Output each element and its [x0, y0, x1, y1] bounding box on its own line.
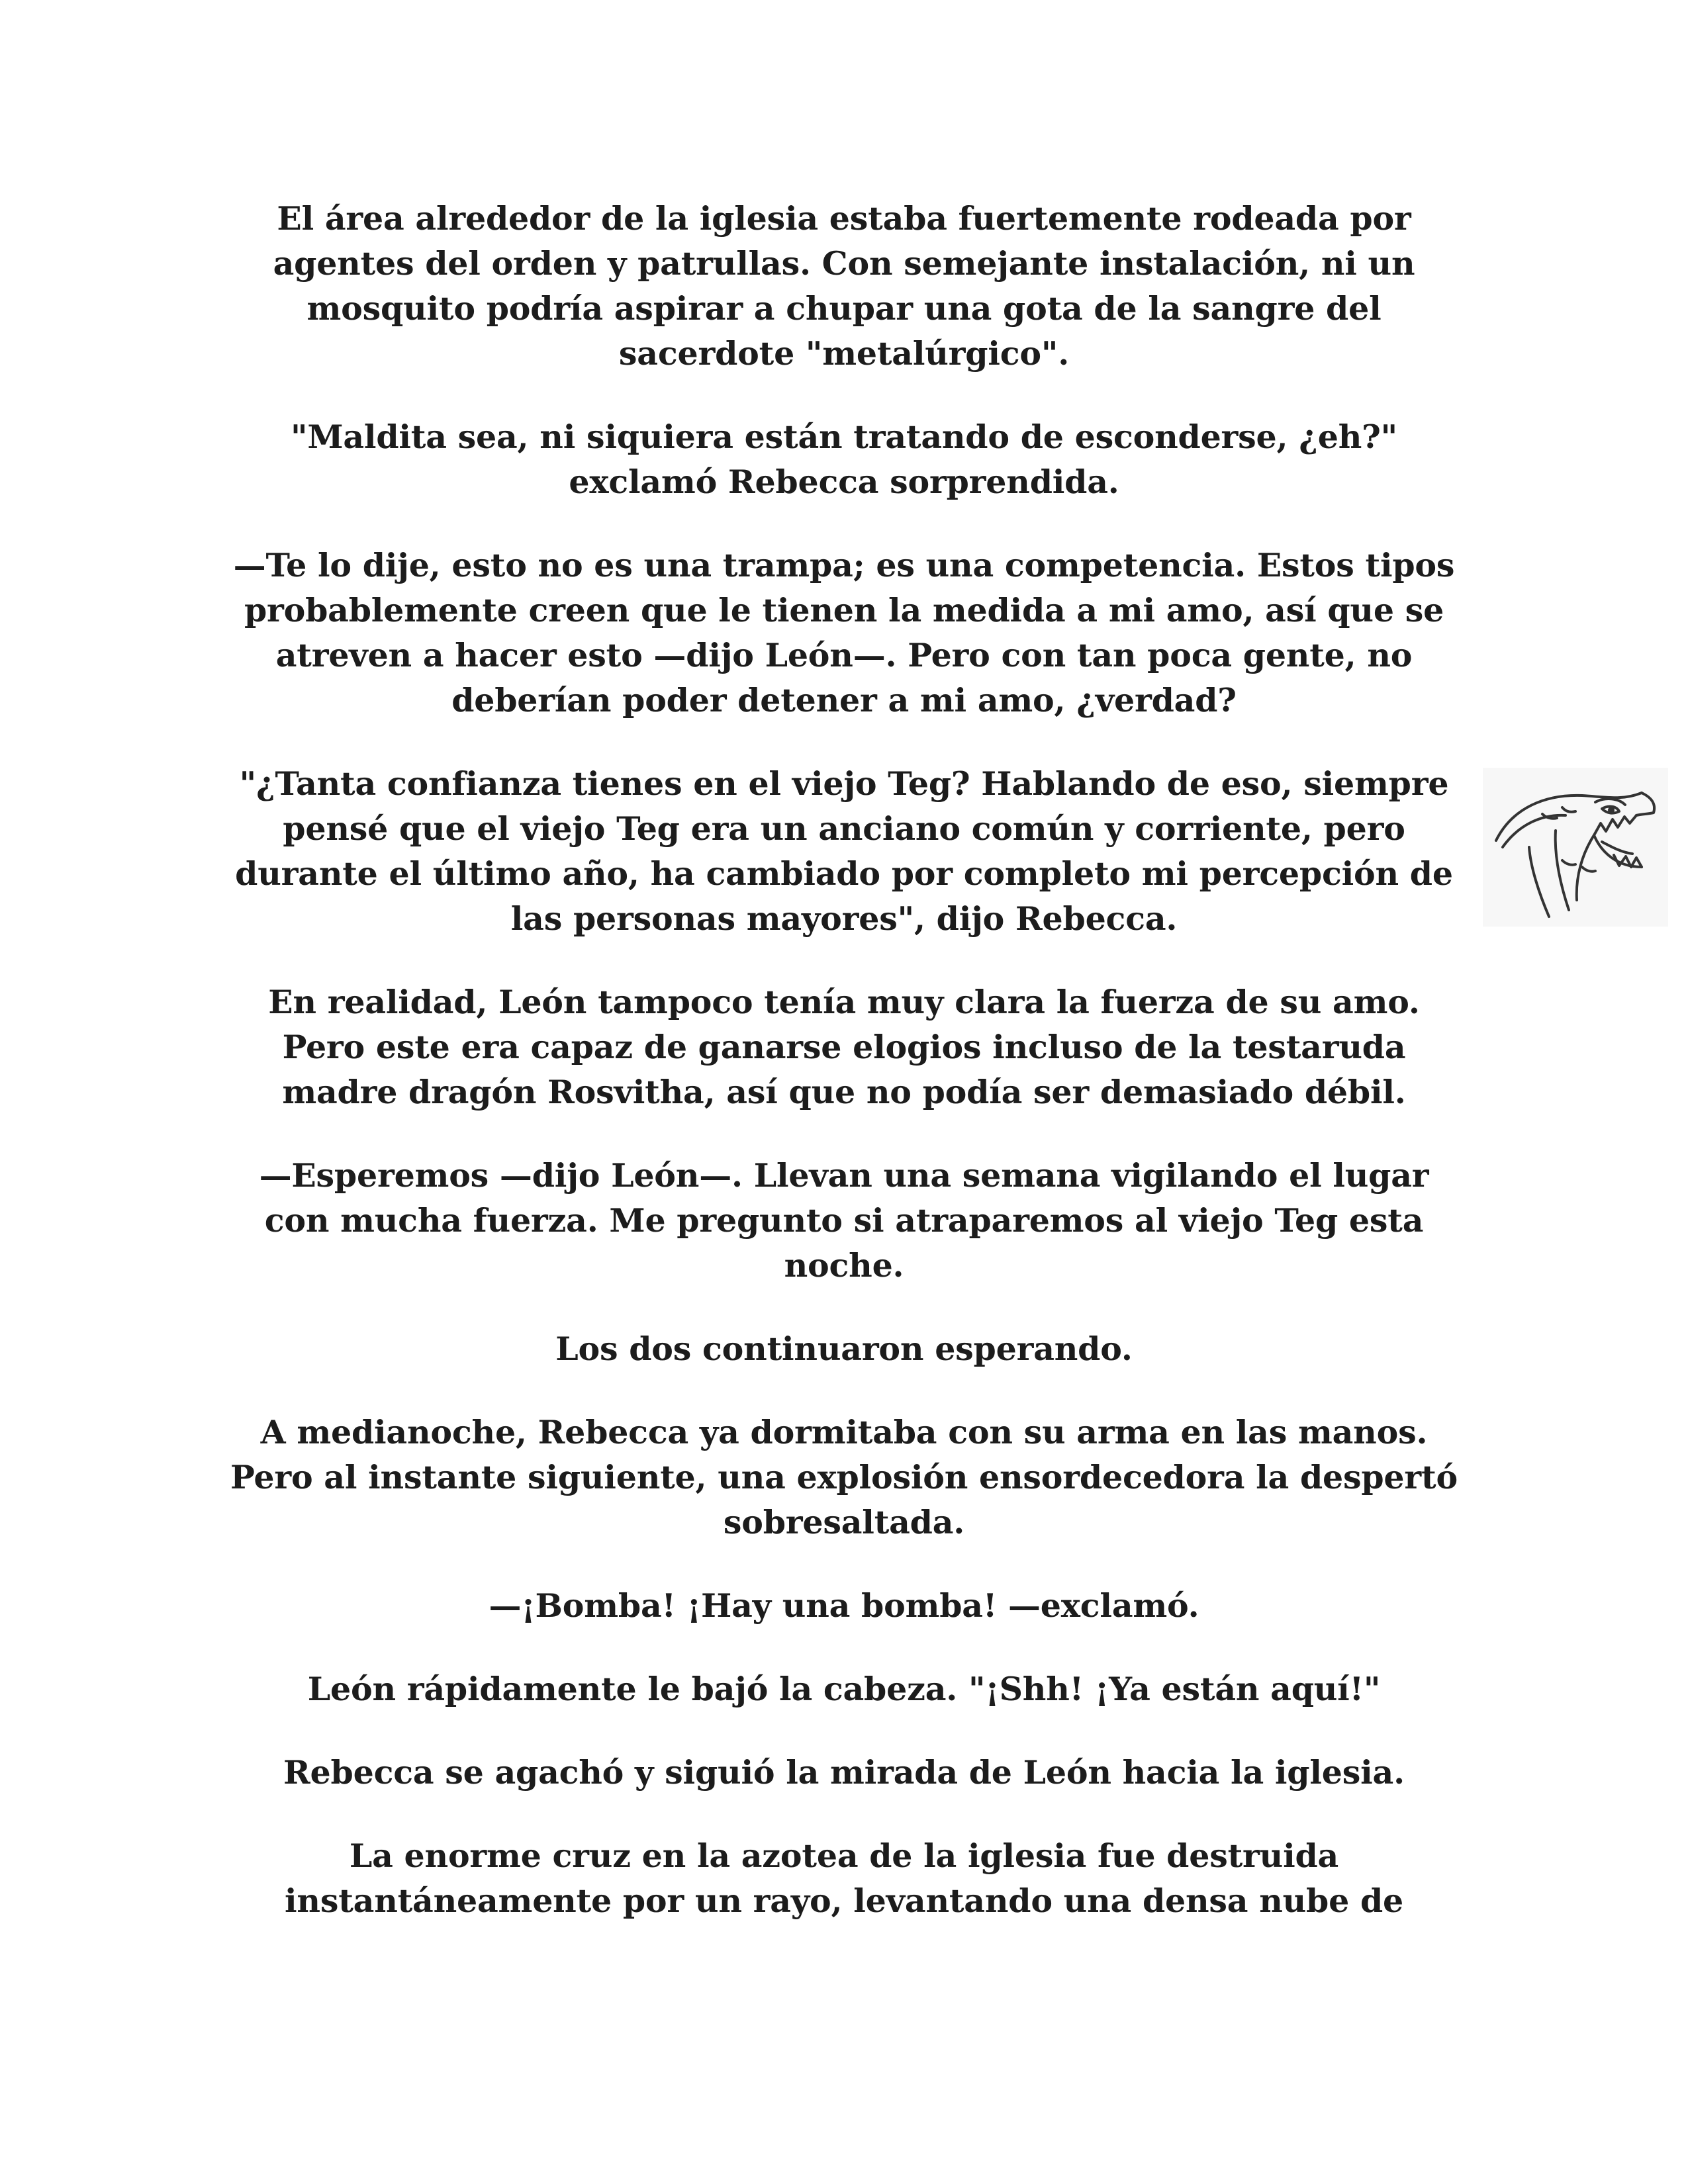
paragraph: En realidad, León tampoco tenía muy clara la fuerza de su amo. Pero este era capaz de ganarse elogios incluso de la testaruda madre dragón Rosvitha, así que no podía ser demasiado débil.	[268, 983, 1420, 1111]
paragraph: —Te lo dije, esto no es una trampa; es una competencia. Estos tipos probablemente creen que le tienen la medida a mi amo, así que se atreven a hacer esto —dijo León—. Pero con tan poca gente, no deberían poder detener a mi amo, ¿verdad?	[233, 546, 1455, 719]
paragraph: León rápidamente le bajó la cabeza. "¡Shh! ¡Ya están aquí!"	[307, 1670, 1381, 1708]
paragraph: Los dos continuaron esperando.	[555, 1330, 1133, 1368]
paragraph: A medianoche, Rebecca ya dormitaba con su arma en las manos. Pero al instante siguiente, una explosión ensordecedora la despertó sobresaltada.	[230, 1413, 1458, 1541]
paragraph: "¿Tanta confianza tienes en el viejo Teg? Hablando de eso, siempre pensé que el viejo Teg era un anciano común y corriente, pero durante el último año, ha cambiado por completo mi percepción de las personas mayores", dijo Rebecca.	[235, 764, 1453, 938]
paragraph: "Maldita sea, ni siquiera están tratando de esconderse, ¿eh?" exclamó Rebecca sorprendida.	[290, 418, 1397, 501]
paragraph: La enorme cruz en la azotea de la iglesia fue destruida instantáneamente por un rayo, levantando una densa nube de	[284, 1837, 1403, 1920]
page-body	[225, 196, 1463, 1962]
paragraph: Rebecca se agachó y siguió la mirada de León hacia la iglesia.	[283, 1753, 1405, 1792]
paragraph: —¡Bomba! ¡Hay una bomba! —exclamó.	[489, 1586, 1199, 1625]
paragraph: —Esperemos —dijo León—. Llevan una semana vigilando el lugar con mucha fuerza. Me pregunto si atraparemos al viejo Teg esta noche.	[259, 1156, 1429, 1285]
paragraph: El área alrededor de la iglesia estaba fuertemente rodeada por agentes del orden y patrullas. Con semejante instalación, ni un mosquito podría aspirar a chupar una gota de la sangre del sacerdote "metalúrgico".	[273, 199, 1415, 373]
dragon-head-icon	[1483, 768, 1668, 927]
